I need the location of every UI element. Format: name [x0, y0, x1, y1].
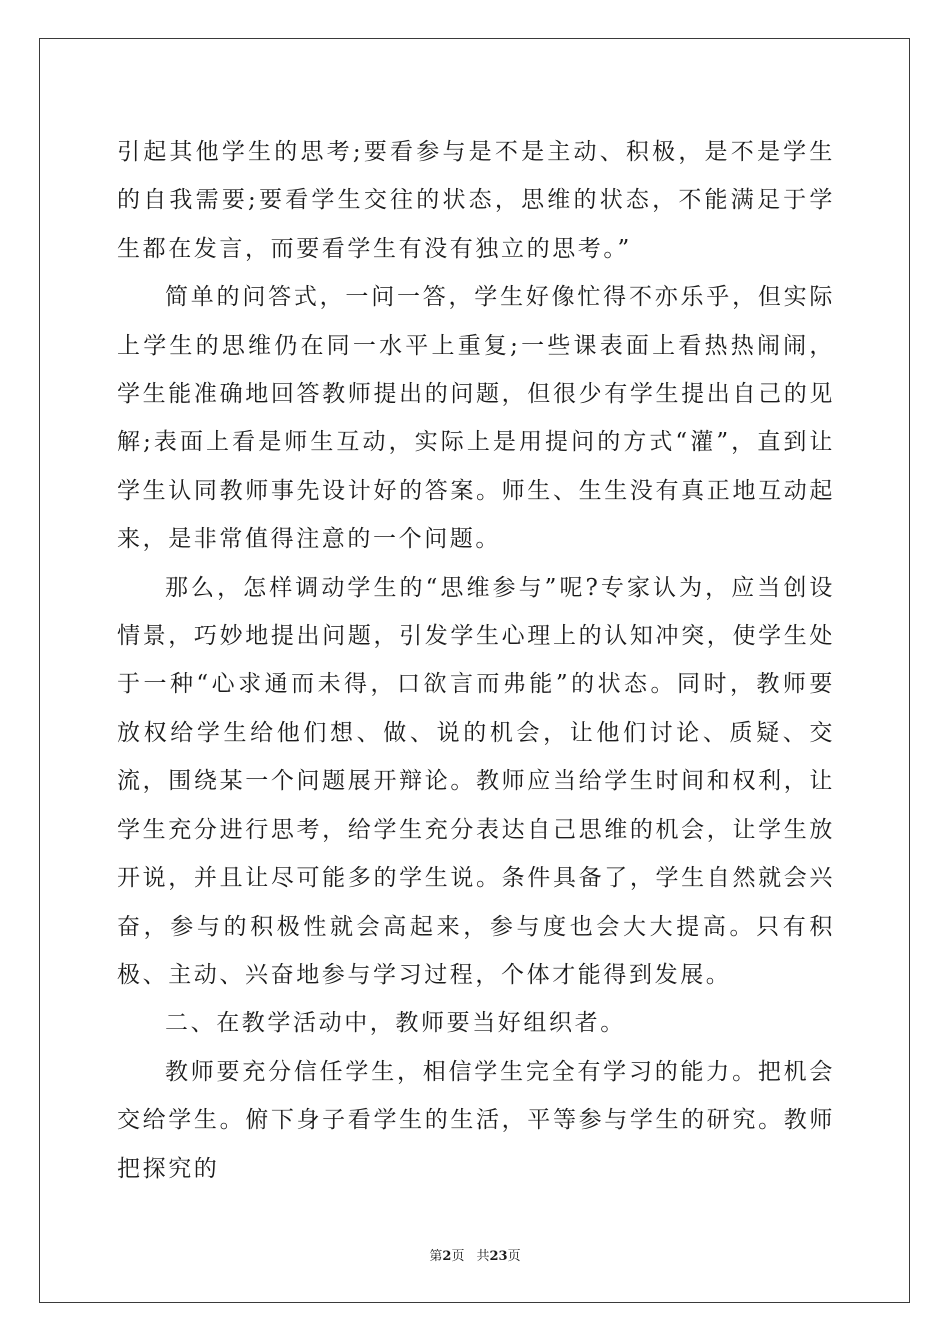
paragraph-1: 引起其他学生的思考;要看参与是不是主动、积极，是不是学生的自我需要;要看学生交往的状态，思维的状态，不能满足于学生都在发言，而要看学生有没有独立的思考。” [117, 139, 835, 262]
section-heading: 二、在教学活动中，教师要当好组织者。 [165, 1010, 626, 1037]
total-suffix: 页 [507, 1249, 521, 1264]
page-footer [0, 1248, 950, 1266]
paragraph-4: 教师要充分信任学生，相信学生完全有学习的能力。把机会交给学生。俯下身子看学生的生活，平等参与学生的研究。教师把探究的 [117, 1058, 835, 1182]
page-prefix: 第 [429, 1249, 443, 1264]
paragraph-3: 那么，怎样调动学生的“思维参与”呢?专家认为，应当创设情景，巧妙地提出问题，引发学生心理上的认知冲突，使学生处于一种“心求通而未得，口欲言而弗能”的状态。同时，教师要放权给学生给他们想、做、说的机会，让他们讨论、质疑、交流，围绕某一个问题展开辩论。教师应当给学生时间和权利，让学生充分进行思考，给学生充分表达自己思维的机会，让学生放开说，并且让尽可能多的学生说。条件具备了，学生自然就会兴奋，参与的积极性就会高起来，参与度也会大大提高。只有积极、主动、兴奋地参与学习过程，个体才能得到发展。 [117, 574, 835, 988]
page-suffix: 页 [451, 1249, 465, 1264]
total-pages: 23 [489, 1249, 508, 1264]
document-body [117, 128, 835, 1193]
total-prefix: 共 [476, 1249, 490, 1264]
paragraph-2: 简单的问答式，一问一答，学生好像忙得不亦乐乎，但实际上学生的思维仍在同一水平上重复;一些课表面上看热热闹闹，学生能准确地回答教师提出的问题，但很少有学生提出自己的见解;表面上看是师生互动，实际上是用提问的方式“灌”，直到让学生认同教师事先设计好的答案。师生、生生没有真正地互动起来，是非常值得注意的一个问题。 [117, 284, 835, 553]
page-number: 2 [442, 1249, 452, 1264]
